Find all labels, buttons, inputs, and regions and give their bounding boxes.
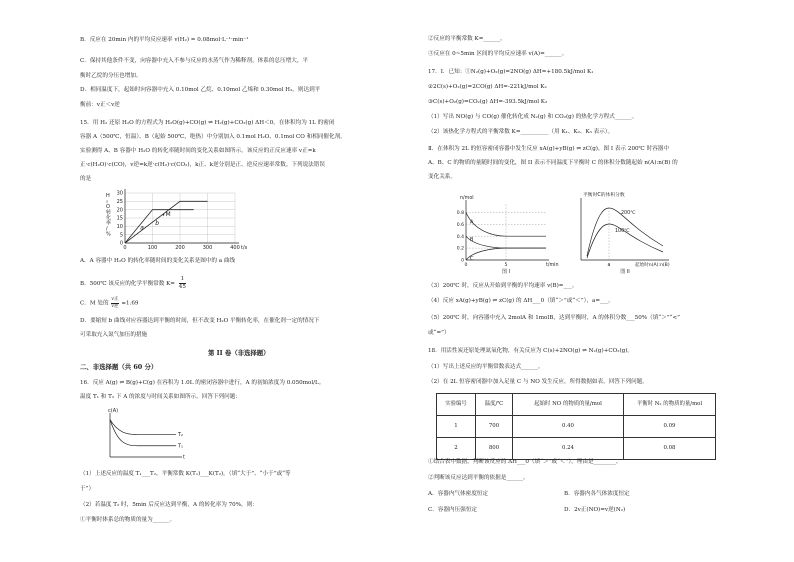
q16-sub-1: （1）上述反应的温度 T₁___T₂，平衡常数 K(T₁)___K(T₂)。（填“大于”、“小于”或“等 [80, 471, 291, 477]
x-tick-label: 400 [230, 245, 240, 251]
y-tick-label: 0.8 [456, 211, 464, 216]
q17-sub-1: （1）写出 NO(g) 与 CO(g) 催化转化成 N₂(g) 和 CO₂(g) 的热化学方程式______。 [428, 114, 638, 120]
x-tick-label: 200 [175, 245, 185, 251]
figure-1-chart [448, 190, 559, 275]
q15-stem-3: 实验测得 A、B 容器中 H₂O 的转化率随时间的变化关系如图所示。该反应的正反应速率 v正=k [80, 148, 316, 154]
q15-stem-4: 正·c(H₂O)·c(CO)，v逆=k逆·c(H₂)·c(CO₂)，k正、k逆分别是正、逆反应速率常数。下列说法错误 [80, 162, 325, 168]
q15-option-a: A．A 容器中 H₂O 的转化率随时间的变化关系是图中的 a 曲线 [80, 258, 236, 264]
label-100: 100℃ [615, 229, 630, 234]
x-tick-label: 0 [464, 263, 468, 268]
q15-stem-5: 的是 [80, 176, 92, 182]
data-table [436, 393, 716, 460]
series-label-A: A [470, 219, 474, 226]
table-row [437, 416, 716, 438]
table-cell: 2 [437, 438, 476, 460]
q15-stem-2: 容器 A（500℃，恒温）、B（起始 500℃，绝热）中分别加入 0.1mol H₂O、0.1mol CO 和相同催化剂。 [80, 134, 346, 140]
a-tick: a [607, 263, 611, 268]
table-cell: 0.40 [513, 416, 624, 438]
y-tick-label: 20 [116, 207, 123, 214]
q16-sub-2-3: ③反应在 0~5min 区间的平均反应速率 v(A)=______。 [428, 51, 568, 57]
figure-title: 平衡时C的体积分数 [583, 193, 625, 198]
x-axis-label: 起始时n(A):n(B) [635, 263, 670, 268]
concentration-chart [102, 405, 192, 463]
q17-sub-3: （3）200℃ 时，反应从开始到平衡的平均速率 v(B)=___。 [428, 283, 578, 289]
q14-option-c-cont: 衡时乙烷的分压也增加。 [80, 73, 142, 79]
conversion-chart [85, 186, 248, 256]
q18-sub-2-1: ①结合表中数据，判断该反应的 ΔH___0（填“＞”或“＜”），理由是________。 [428, 459, 622, 465]
point-label: M [165, 210, 171, 218]
fraction-b [179, 276, 186, 291]
table-cell: 800 [476, 438, 513, 460]
q16-sub-2-1: ①平衡时体系总的物质的量为______。 [80, 517, 176, 523]
fraction-c-den: v逆 [111, 303, 119, 309]
fraction-c [111, 297, 118, 309]
table-cell: 1 [437, 416, 476, 438]
q16-sub-1-cont: 于”） [80, 486, 95, 492]
q17-ii-3: 变化关系。 [428, 174, 456, 180]
q17-sub-5-cont: 或“=”） [428, 330, 450, 336]
fraction-b-den: 45 [178, 283, 186, 290]
y-tick-label: 25 [116, 198, 123, 205]
table-header-cell: 温度/℃ [476, 394, 513, 416]
x-axis-label: t [183, 454, 185, 461]
series-label-B: B [470, 237, 474, 244]
q17-eq-1: 17．Ⅰ．已知：①N₂(g)+O₂(g)=2NO(g) ΔH=+180.5kJ/mol K₁ [428, 69, 594, 75]
q18-sub-2-2: ②判断该反应达到平衡的依据是______。 [428, 475, 529, 481]
table-row [437, 438, 716, 460]
section-title: 二、非选择题（共 60 分） [80, 363, 158, 371]
q18-option-c: C．容器内压强恒定 [428, 507, 478, 513]
fraction-c-tail: =1.69 [121, 300, 139, 307]
y-tick-label: 15 [116, 215, 123, 222]
q15-option-d: D．要缩短 b 曲线对应容器达到平衡的时间，但不改变 H₂O 平衡转化率，在催化剂一定的情况下 [80, 318, 320, 324]
y-tick-label: 0.4 [456, 234, 464, 240]
q15-option-d-cont: 可采取充入氮气加压的措施 [80, 332, 148, 338]
q15-option-c-text: C．M 处的 [80, 300, 109, 307]
figure-2-chart [573, 190, 683, 275]
x-tick-label: 300 [202, 245, 213, 251]
table-cell: 0.24 [513, 438, 624, 460]
right-column [428, 0, 758, 562]
y-tick-label: 30 [116, 190, 123, 197]
q18-stem: 18．用活性炭还原处理氮氧化物，有关反应为 C(s)+2NO(g) ⇌ N₂(g)+CO₂(g)。 [428, 348, 634, 354]
table-header-cell: 起始时 NO 的物质的量/mol [513, 394, 624, 416]
q17-sub-2: （2）该热化学方程式的平衡常数 K=__________（用 K₁、K₂、K₃ 表示）。 [428, 129, 614, 135]
q17-ii-2: A、B、C 的物质的量随时间的变化，图 II 表示不同温度下平衡时 C 的体积分数随起始 n(A):n(B) 的 [428, 160, 678, 166]
q17-eq-2: ②2C(s)+O₂(g)=2CO(g) ΔH=-221kJ/mol K₂ [428, 84, 547, 90]
q18-sub-2: （2）在 2L 恒容密闭器中加入足量 C 与 NO 发生反应，所得数据如表，回答下列问题。 [428, 379, 648, 385]
q15-stem-1: 15．用 H₂ 还原 H₂O 的方程式为 H₂O(g)+CO(g) ⇌ H₂(g)+CO₂(g) ΔH＜0。在体积均为 1L 的密闭 [80, 120, 335, 126]
q15-option-b [80, 276, 186, 291]
series-line-b [125, 201, 208, 243]
q14-option-c: C．保持其他条件不变，向容器中充入不参与反应的水蒸气作为稀释剂，体系的总压增大，平 [80, 58, 309, 64]
q17-ii-1: Ⅱ．在体积为 2L 的恒容密闭容器中发生反应 xA(g)+yB(g) ⇌ zC(g)，图 I 表示 200℃ 时容器中 [428, 146, 669, 152]
x-tick-label: 100 [147, 245, 158, 251]
table-cell: 0.09 [624, 416, 716, 438]
x-axis-label: t/min [546, 263, 559, 268]
series-label-b: b [155, 220, 160, 228]
y-tick-label: 0.6 [456, 222, 464, 228]
q15-option-b-text: B．500℃ 该反应的化学平衡常数 K= [80, 280, 175, 287]
q16-sub-2: （2）若温度 T₂ 时，5min 后反应达到平衡，A 的转化率为 70%，则： [80, 502, 258, 508]
fraction-c-num: v正 [111, 297, 119, 302]
y-axis-label: n/mol [460, 196, 474, 201]
y-axis-label: c(A) [108, 408, 119, 414]
x-tick-label: 0 [123, 245, 127, 251]
y-tick-label: 10 [116, 223, 123, 230]
curve-2 [110, 420, 176, 435]
q14-option-d: D．相同温度下，起始时向容器中充入 0.10mol 乙烷、0.10mol 乙烯和 0.30mol H₂，则达到平 [80, 87, 321, 93]
y-axis-label: H ₂ O 转化率/ % [106, 193, 112, 238]
q16-stem-1: 16．反应 A(g) ⇌ B(g)+C(g) 在容积为 1.0L 的密闭容器中进行，A 的初始浓度为 0.050mol/L。 [80, 380, 325, 386]
table-cell: 700 [476, 416, 513, 438]
fraction-b-num: 1 [180, 276, 185, 282]
point-m [163, 214, 165, 216]
x-axis-label: t/s [241, 245, 248, 251]
q15-option-c [80, 297, 139, 309]
y-tick-label: 0.2 [456, 246, 464, 252]
y-tick-label: 0 [119, 240, 123, 247]
q16-sub-2-2: ②反应的平衡常数 K=______。 [428, 36, 506, 42]
table-cell: 0.08 [624, 438, 716, 460]
figure-caption: 图 II [620, 269, 630, 275]
left-column [80, 0, 410, 562]
q17-sub-5: （5）200℃ 时，向容器中充入 2molA 和 1molB，达到平衡时，A 的体积分数___50%（填“＞”“<” [428, 315, 681, 321]
figure-caption: 图 I [501, 269, 511, 275]
y-tick-label: 5 [119, 232, 123, 239]
q18-option-a: A．容器内气体密度恒定 [428, 491, 488, 497]
q14-option-d-cont: 衡前：v正＜v逆 [80, 102, 120, 108]
x-tick-label: 5 [504, 263, 508, 268]
q17-sub-4: （4）反应 xA(g)+yB(g) ⇌ zC(g) 的 ΔH___0（填“＞”或“＜”），a=___。 [428, 298, 614, 304]
curve-1 [110, 420, 176, 446]
curve-label: T₁ [178, 443, 184, 450]
table-header-cell: 平衡时 N₂ 的物质的量/mol [624, 394, 716, 416]
curve-label: T₂ [178, 432, 184, 439]
part2-title: 第 II 卷（非选择题） [208, 349, 270, 357]
q17-eq-3: ③C(s)+O₂(g)=CO₂(g) ΔH=-393.5kJ/mol K₃ [428, 99, 548, 105]
table-header-cell: 实验编号 [437, 394, 476, 416]
label-200: 200℃ [621, 211, 636, 216]
q18-sub-1: （1）写出上述反应的平衡常数表达式______。 [428, 364, 544, 370]
q16-stem-2: 温度 T₁ 和 T₂ 下 A 的浓度与时间关系如图所示。回答下列问题： [80, 394, 241, 400]
q18-option-b: B．容器内各气体浓度恒定 [564, 491, 630, 497]
series-label-C: C [470, 256, 474, 263]
y-tick-label: 0 [461, 258, 464, 264]
series-label-a: a [140, 224, 144, 232]
q14-option-b: B．反应在 20min 内的平均反应速率 v(H₂) = 0.08mol·L⁻¹·min⁻¹ [80, 37, 249, 43]
table-header-row [437, 394, 716, 416]
q18-option-d: D．2v正(NO)=v逆(N₂) [564, 507, 626, 513]
